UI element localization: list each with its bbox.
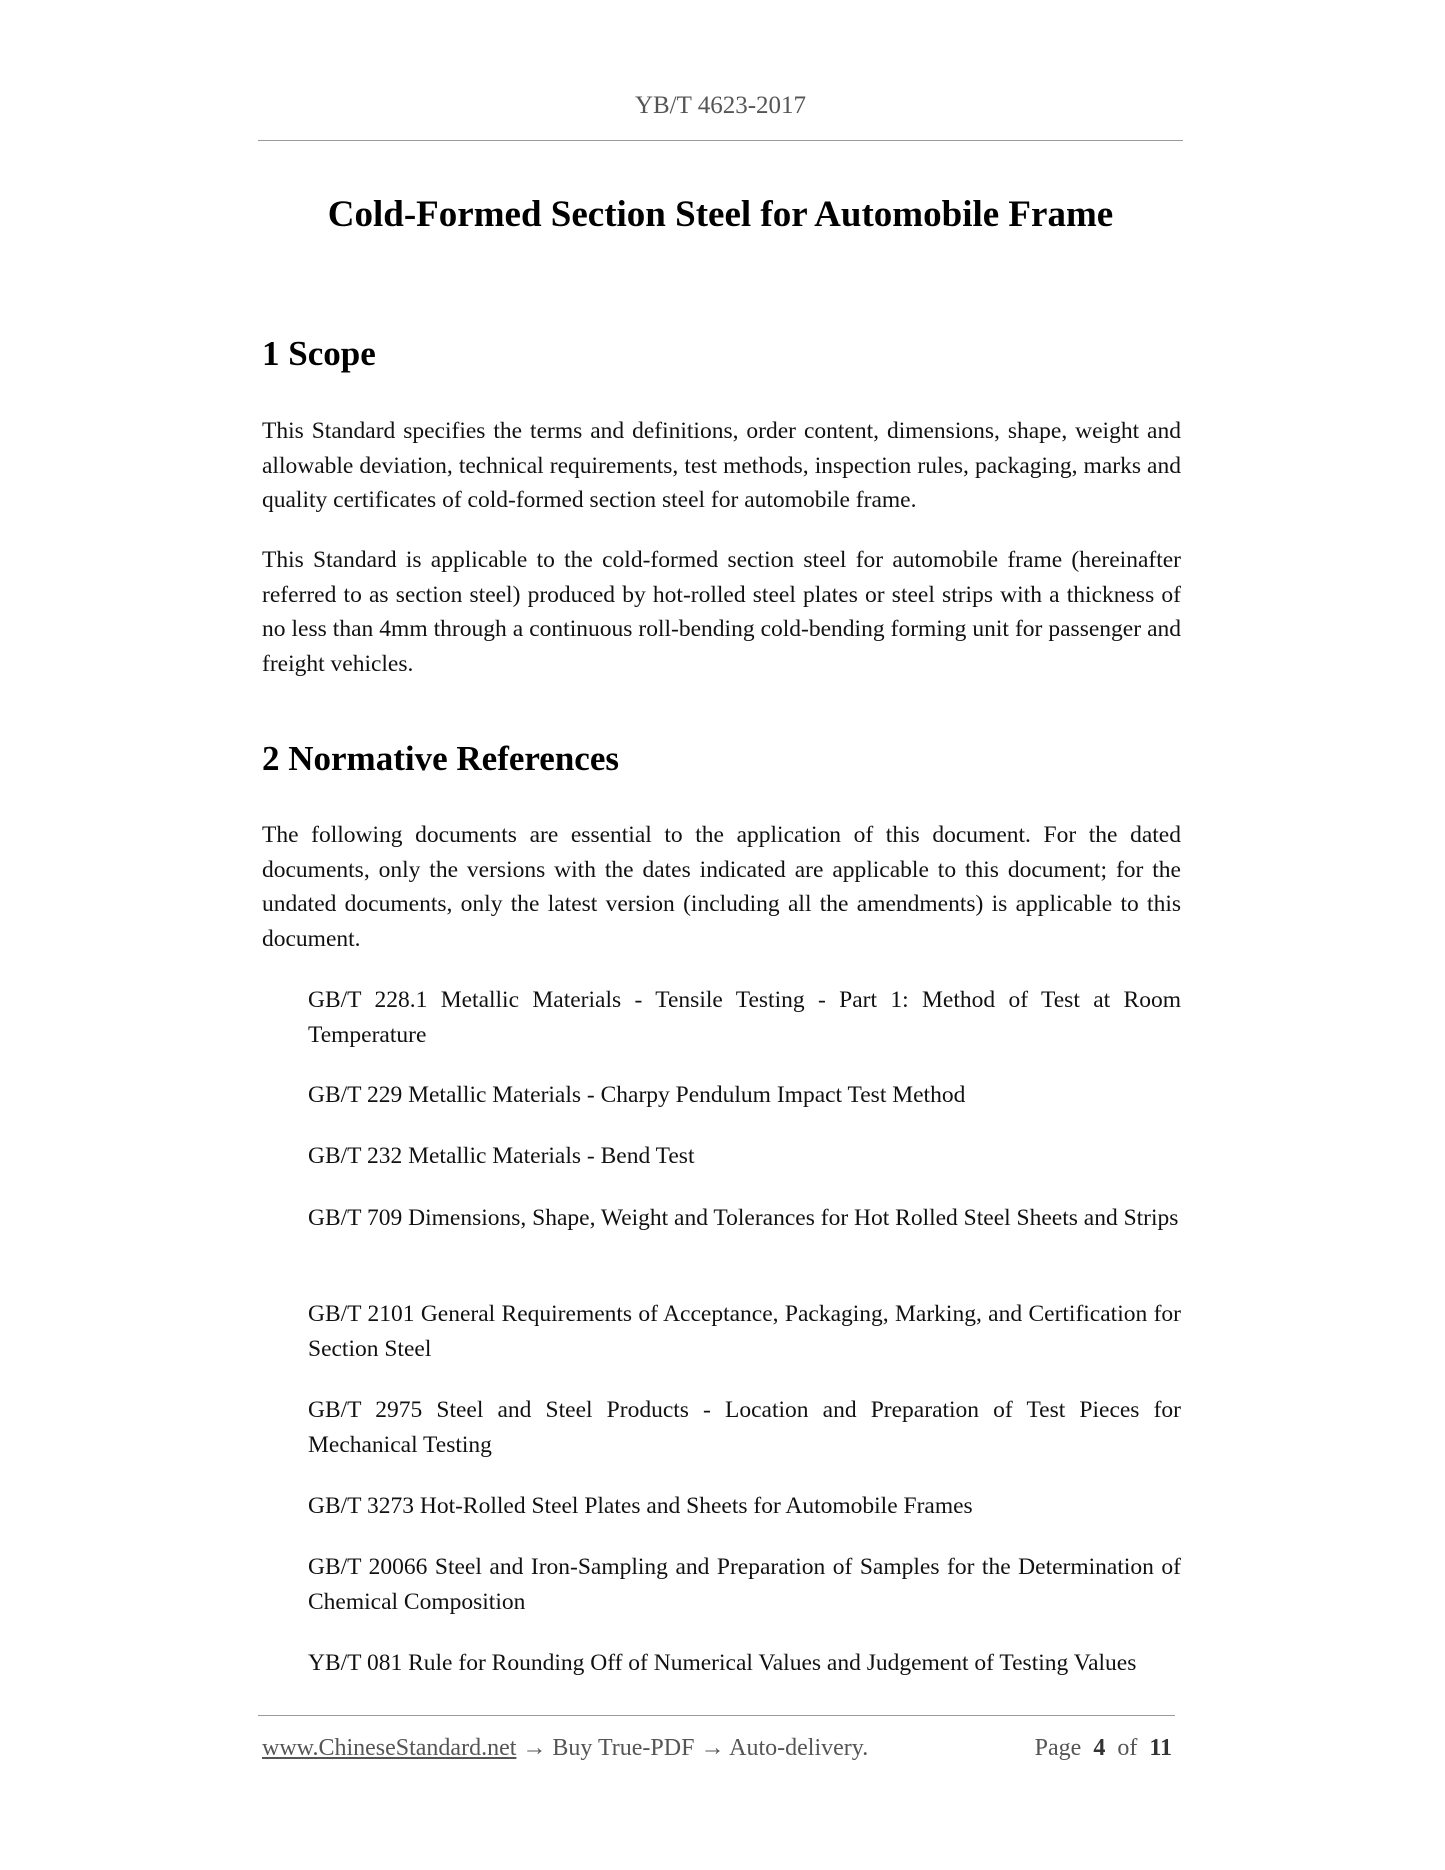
reference-item: YB/T 081 Rule for Rounding Off of Numerical Values and Judgement of Testing Values <box>308 1650 1137 1676</box>
document-code-header: YB/T 4623-2017 <box>634 92 807 119</box>
document-title: Cold-Formed Section Steel for Automobile Frame <box>327 194 1114 235</box>
scope-paragraph: This Standard is applicable to the cold-formed section steel for automobile frame (hereinafter referred to as section steel) produced by hot-rolled steel plates or steel strips with a thickness of no less than 4mm through a continuous roll-bending cold-bending forming unit for passenger and freight vehicles. <box>262 547 1181 677</box>
reference-item: GB/T 228.1 Metallic Materials - Tensile Testing - Part 1: Method of Test at Room Temperature <box>308 987 1181 1048</box>
header-divider <box>258 140 1183 141</box>
buy-pdf-text: Buy True-PDF <box>552 1735 695 1761</box>
reference-item: GB/T 3273 Hot-Rolled Steel Plates and Sheets for Automobile Frames <box>308 1493 973 1519</box>
reference-item: GB/T 229 Metallic Materials - Charpy Pendulum Impact Test Method <box>308 1082 966 1108</box>
reference-item: GB/T 709 Dimensions, Shape, Weight and Tolerances for Hot Rolled Steel Sheets and Strips <box>308 1205 1179 1231</box>
page-footer <box>262 1735 1172 1762</box>
reference-item: GB/T 20066 Steel and Iron-Sampling and Preparation of Samples for the Determination of Chemical Composition <box>308 1554 1181 1615</box>
page-total: 11 <box>1149 1735 1172 1761</box>
section-heading-normative-references: 2 Normative References <box>262 739 619 778</box>
reference-item: GB/T 2101 General Requirements of Acceptance, Packaging, Marking, and Certification for Section Steel <box>308 1301 1181 1362</box>
arrow-right-icon: → <box>700 1735 725 1761</box>
references-intro-paragraph: The following documents are essential to the application of this document. For the dated documents, only the versions with the dates indicated are applicable to this document; for the undated documents, only the latest version (including all the amendments) is applicable to this document. <box>262 822 1181 952</box>
website-link[interactable]: www.ChineseStandard.net <box>262 1735 517 1761</box>
page-counter <box>1035 1735 1172 1762</box>
arrow-right-icon: → <box>522 1735 547 1761</box>
auto-delivery-text: Auto-delivery. <box>729 1735 869 1761</box>
page-number: 4 <box>1093 1735 1106 1761</box>
scope-paragraph: This Standard specifies the terms and definitions, order content, dimensions, shape, weight and allowable deviation, technical requirements, test methods, inspection rules, packaging, marks and quality certificates of cold-formed section steel for automobile frame. <box>262 418 1181 513</box>
reference-item: GB/T 2975 Steel and Steel Products - Location and Preparation of Test Pieces for Mechanical Testing <box>308 1397 1181 1458</box>
page-label: Page <box>1034 1735 1082 1761</box>
of-label: of <box>1117 1735 1138 1761</box>
footer-divider <box>258 1715 1175 1716</box>
reference-item: GB/T 232 Metallic Materials - Bend Test <box>308 1143 695 1169</box>
section-heading-scope: 1 Scope <box>262 334 376 373</box>
